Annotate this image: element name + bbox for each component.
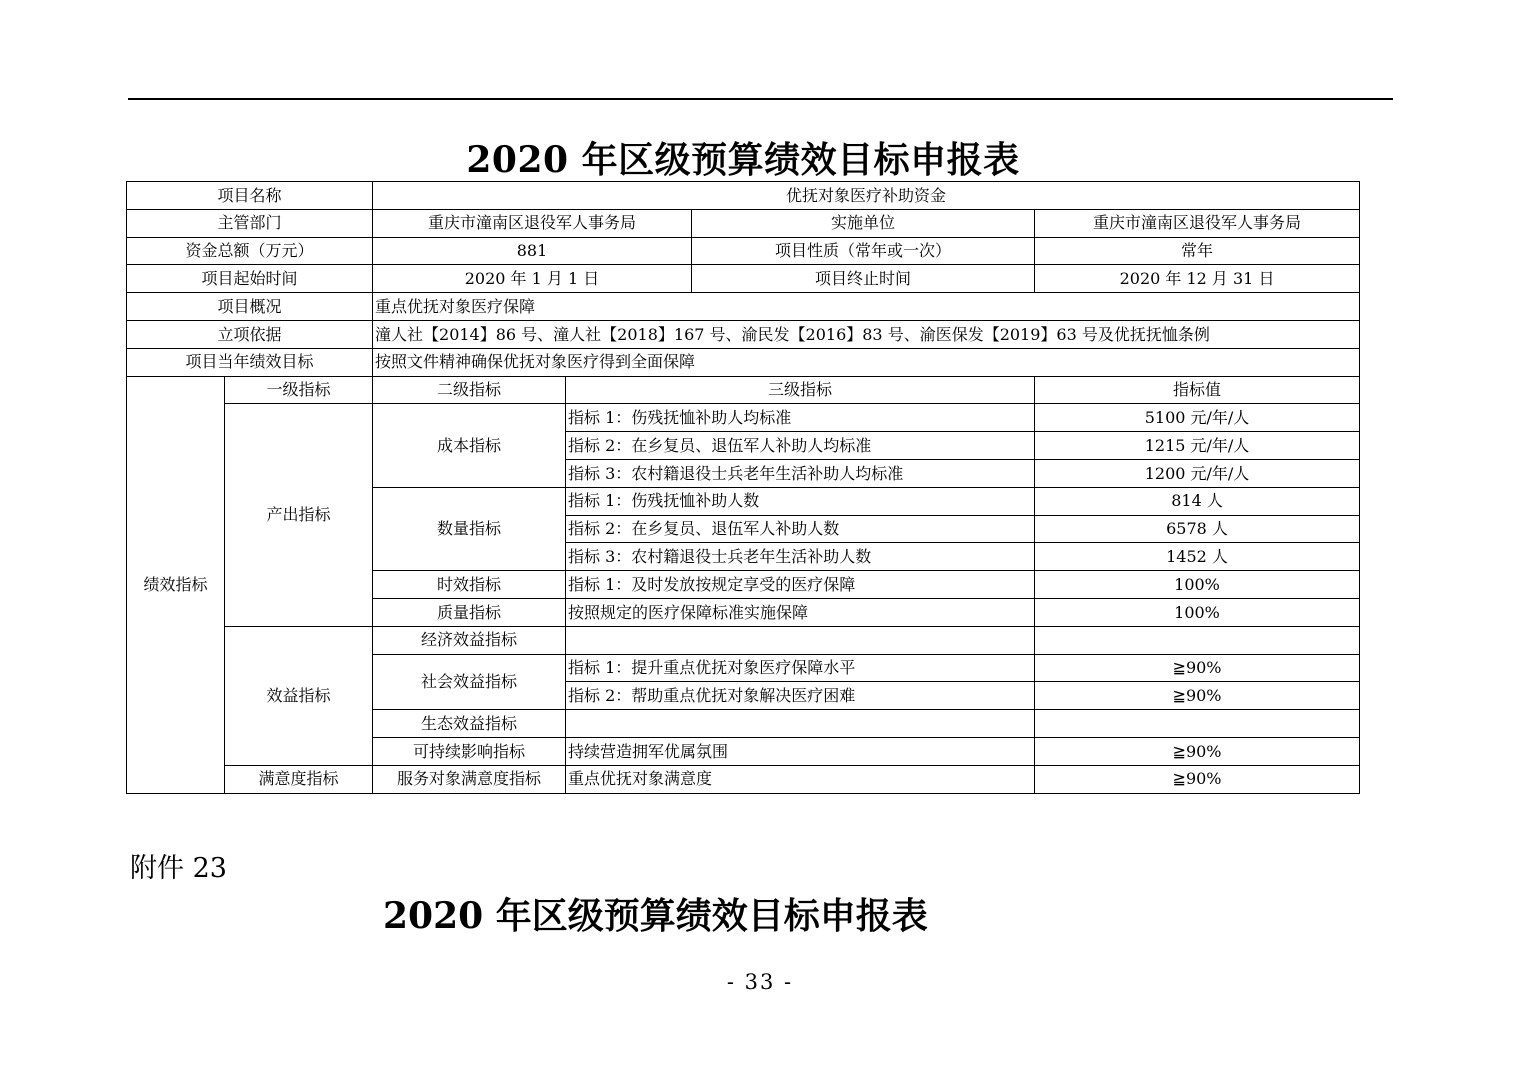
table-row [127, 265, 1360, 293]
economic-indicator-label: 经济效益指标 [373, 626, 566, 654]
indicator-name [566, 710, 1035, 738]
nature-value: 常年 [1035, 237, 1360, 265]
impl-value: 重庆市潼南区退役军人事务局 [1035, 209, 1360, 237]
project-name-label: 项目名称 [127, 182, 373, 210]
quality-indicator-label: 质量指标 [373, 598, 566, 626]
col-header-level3: 三级指标 [566, 376, 1035, 404]
table-row [127, 293, 1360, 321]
indicator-value: 1452 人 [1035, 543, 1360, 571]
budget-performance-table [126, 181, 1360, 794]
header-rule [128, 98, 1393, 100]
indicator-name: 指标 2：在乡复员、退伍军人补助人均标准 [566, 432, 1035, 460]
indicator-name: 指标 3：农村籍退役士兵老年生活补助人数 [566, 543, 1035, 571]
table-row [127, 765, 1360, 793]
indicator-name: 指标 1：伤残抚恤补助人均标准 [566, 404, 1035, 432]
page-title: 2020 年区级预算绩效目标申报表 [466, 139, 1020, 181]
project-name-value: 优抚对象医疗补助资金 [373, 182, 1360, 210]
indicator-value: 814 人 [1035, 487, 1360, 515]
start-value: 2020 年 1 月 1 日 [373, 265, 692, 293]
indicator-name: 指标 1：伤残抚恤补助人数 [566, 487, 1035, 515]
indicator-value: 6578 人 [1035, 515, 1360, 543]
sustainable-indicator-label: 可持续影响指标 [373, 737, 566, 765]
col-header-value: 指标值 [1035, 376, 1360, 404]
satisfaction-indicator-label: 满意度指标 [225, 765, 373, 793]
dept-value: 重庆市潼南区退役军人事务局 [373, 209, 692, 237]
basis-value: 潼人社【2014】86 号、潼人社【2018】167 号、渝民发【2016】83 号、渝医保发【2019】63 号及优抚抚恤条例 [373, 320, 1360, 348]
indicator-value [1035, 626, 1360, 654]
table-row [127, 404, 1360, 432]
start-label: 项目起始时间 [127, 265, 373, 293]
col-header-level1: 一级指标 [225, 376, 373, 404]
table-row [127, 348, 1360, 376]
indicator-value: 5100 元/年/人 [1035, 404, 1360, 432]
table-row [127, 376, 1360, 404]
table-row [127, 626, 1360, 654]
indicator-value: 100% [1035, 598, 1360, 626]
col-header-level2: 二级指标 [373, 376, 566, 404]
indicator-name: 指标 1：提升重点优抚对象医疗保障水平 [566, 654, 1035, 682]
social-indicator-label: 社会效益指标 [373, 654, 566, 710]
indicator-value: 100% [1035, 571, 1360, 599]
basis-label: 立项依据 [127, 320, 373, 348]
indicator-value [1035, 710, 1360, 738]
overview-value: 重点优抚对象医疗保障 [373, 293, 1360, 321]
indicator-value: ≧90% [1035, 682, 1360, 710]
attachment-label: 附件 23 [130, 853, 227, 884]
satisfaction-sub-label: 服务对象满意度指标 [373, 765, 566, 793]
indicator-name: 重点优抚对象满意度 [566, 765, 1035, 793]
fund-value: 881 [373, 237, 692, 265]
dept-label: 主管部门 [127, 209, 373, 237]
table-row [127, 320, 1360, 348]
indicator-name: 指标 3：农村籍退役士兵老年生活补助人均标准 [566, 459, 1035, 487]
indicator-name: 指标 1：及时发放按规定享受的医疗保障 [566, 571, 1035, 599]
cost-indicator-label: 成本指标 [373, 404, 566, 487]
fund-label: 资金总额（万元） [127, 237, 373, 265]
ecological-indicator-label: 生态效益指标 [373, 710, 566, 738]
indicator-name: 指标 2：在乡复员、退伍军人补助人数 [566, 515, 1035, 543]
indicator-value: 1215 元/年/人 [1035, 432, 1360, 460]
table-row [127, 182, 1360, 210]
indicator-name: 按照规定的医疗保障标准实施保障 [566, 598, 1035, 626]
output-indicator-label: 产出指标 [225, 404, 373, 626]
indicator-name: 持续营造拥军优属氛围 [566, 737, 1035, 765]
indicator-value: ≧90% [1035, 765, 1360, 793]
end-label: 项目终止时间 [692, 265, 1035, 293]
page-number: - 33 - [726, 970, 794, 994]
indicator-name: 指标 2：帮助重点优抚对象解决医疗困难 [566, 682, 1035, 710]
impl-label: 实施单位 [692, 209, 1035, 237]
indicator-value: 1200 元/年/人 [1035, 459, 1360, 487]
benefit-indicator-label: 效益指标 [225, 626, 373, 765]
performance-section-label: 绩效指标 [127, 376, 225, 793]
end-value: 2020 年 12 月 31 日 [1035, 265, 1360, 293]
table-row [127, 237, 1360, 265]
quantity-indicator-label: 数量指标 [373, 487, 566, 570]
indicator-value: ≧90% [1035, 737, 1360, 765]
table-row [127, 209, 1360, 237]
second-title: 2020 年区级预算绩效目标申报表 [383, 895, 928, 937]
indicator-name [566, 626, 1035, 654]
overview-label: 项目概况 [127, 293, 373, 321]
timeliness-indicator-label: 时效指标 [373, 571, 566, 599]
indicator-value: ≧90% [1035, 654, 1360, 682]
nature-label: 项目性质（常年或一次） [692, 237, 1035, 265]
goal-value: 按照文件精神确保优抚对象医疗得到全面保障 [373, 348, 1360, 376]
goal-label: 项目当年绩效目标 [127, 348, 373, 376]
